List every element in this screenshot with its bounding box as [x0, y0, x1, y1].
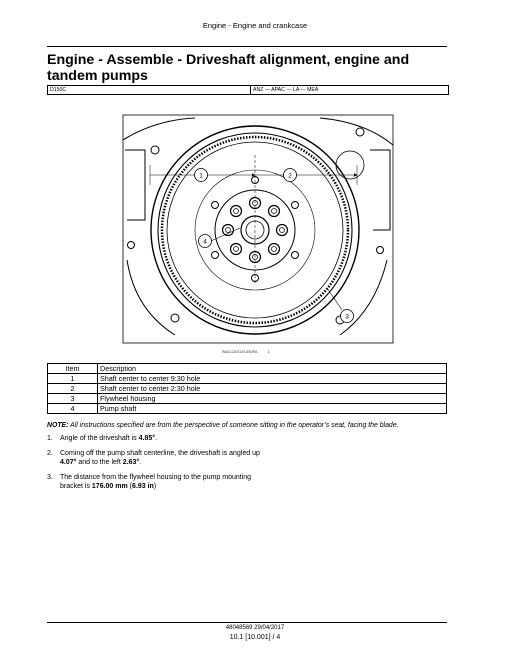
- note-label: NOTE:: [47, 422, 69, 429]
- step-number: 2.: [47, 450, 53, 457]
- header-rule: [47, 46, 447, 47]
- table-row: [48, 374, 447, 384]
- model-code: D150C: [48, 86, 251, 94]
- description-cell: Pump shaft: [98, 404, 447, 414]
- svg-text:3: 3: [345, 313, 349, 321]
- table-row: [48, 384, 447, 394]
- flywheel-figure: [115, 110, 400, 350]
- table-row: [48, 394, 447, 404]
- running-header: Engine - Engine and crankcase: [202, 21, 308, 30]
- step: [47, 434, 267, 443]
- svg-text:2: 2: [288, 172, 292, 180]
- item-cell: 1: [48, 374, 98, 384]
- callout-3: [341, 310, 354, 323]
- region-list: ANZ --- APAC --- LA --- MEA: [253, 87, 319, 93]
- step-number: 1.: [47, 435, 53, 442]
- figure-image-code: RAIL12DOZ1450FA: [222, 349, 258, 354]
- item-cell: 4: [48, 404, 98, 414]
- table-header-row: [48, 364, 447, 374]
- step-text: The distance from the flywheel housing to the pump mounting bracket is 176.00 mm (6.93 in): [60, 474, 252, 490]
- table-row: [48, 404, 447, 414]
- step: [47, 473, 267, 491]
- description-cell: Shaft center to center 2:30 hole: [98, 384, 447, 394]
- description-cell: Flywheel housing: [98, 394, 447, 404]
- applicability-bar: [47, 85, 449, 95]
- page-title: Engine - Assemble - Driveshaft alignment, engine and tandem pumps: [47, 52, 410, 84]
- column-header-description: Description: [98, 364, 447, 374]
- figure-number: 1: [267, 349, 270, 354]
- svg-text:4: 4: [203, 238, 207, 246]
- instruction-steps: [47, 434, 267, 497]
- step-text: Angle of the driveshaft is 4.85°.: [60, 435, 157, 442]
- step-text: Coming off the pump shaft centerline, the driveshaft is angled up 4.07° and to the left 2.63°.: [60, 450, 260, 466]
- callout-4: [199, 235, 212, 248]
- document-id: 48048569 29/04/2017: [225, 625, 285, 631]
- item-cell: 2: [48, 384, 98, 394]
- item-cell: 3: [48, 394, 98, 404]
- parts-table: [47, 363, 447, 414]
- flywheel-illustration: [115, 110, 400, 350]
- note: [47, 422, 457, 429]
- figure-caption: [222, 349, 270, 354]
- step-number: 3.: [47, 474, 53, 481]
- page-number: 10.1 [10.001] / 4: [229, 634, 281, 641]
- note-text: All instructions specified are from the perspective of someone sitting in the operator’s seat, facing the blade.: [70, 422, 399, 429]
- callout-2: [284, 169, 297, 182]
- callout-1: [195, 169, 208, 182]
- footer-rule: [47, 622, 447, 623]
- column-header-item: Item: [48, 364, 98, 374]
- svg-text:1: 1: [199, 172, 203, 180]
- description-cell: Shaft center to center 9:30 hole: [98, 374, 447, 384]
- step: [47, 449, 267, 467]
